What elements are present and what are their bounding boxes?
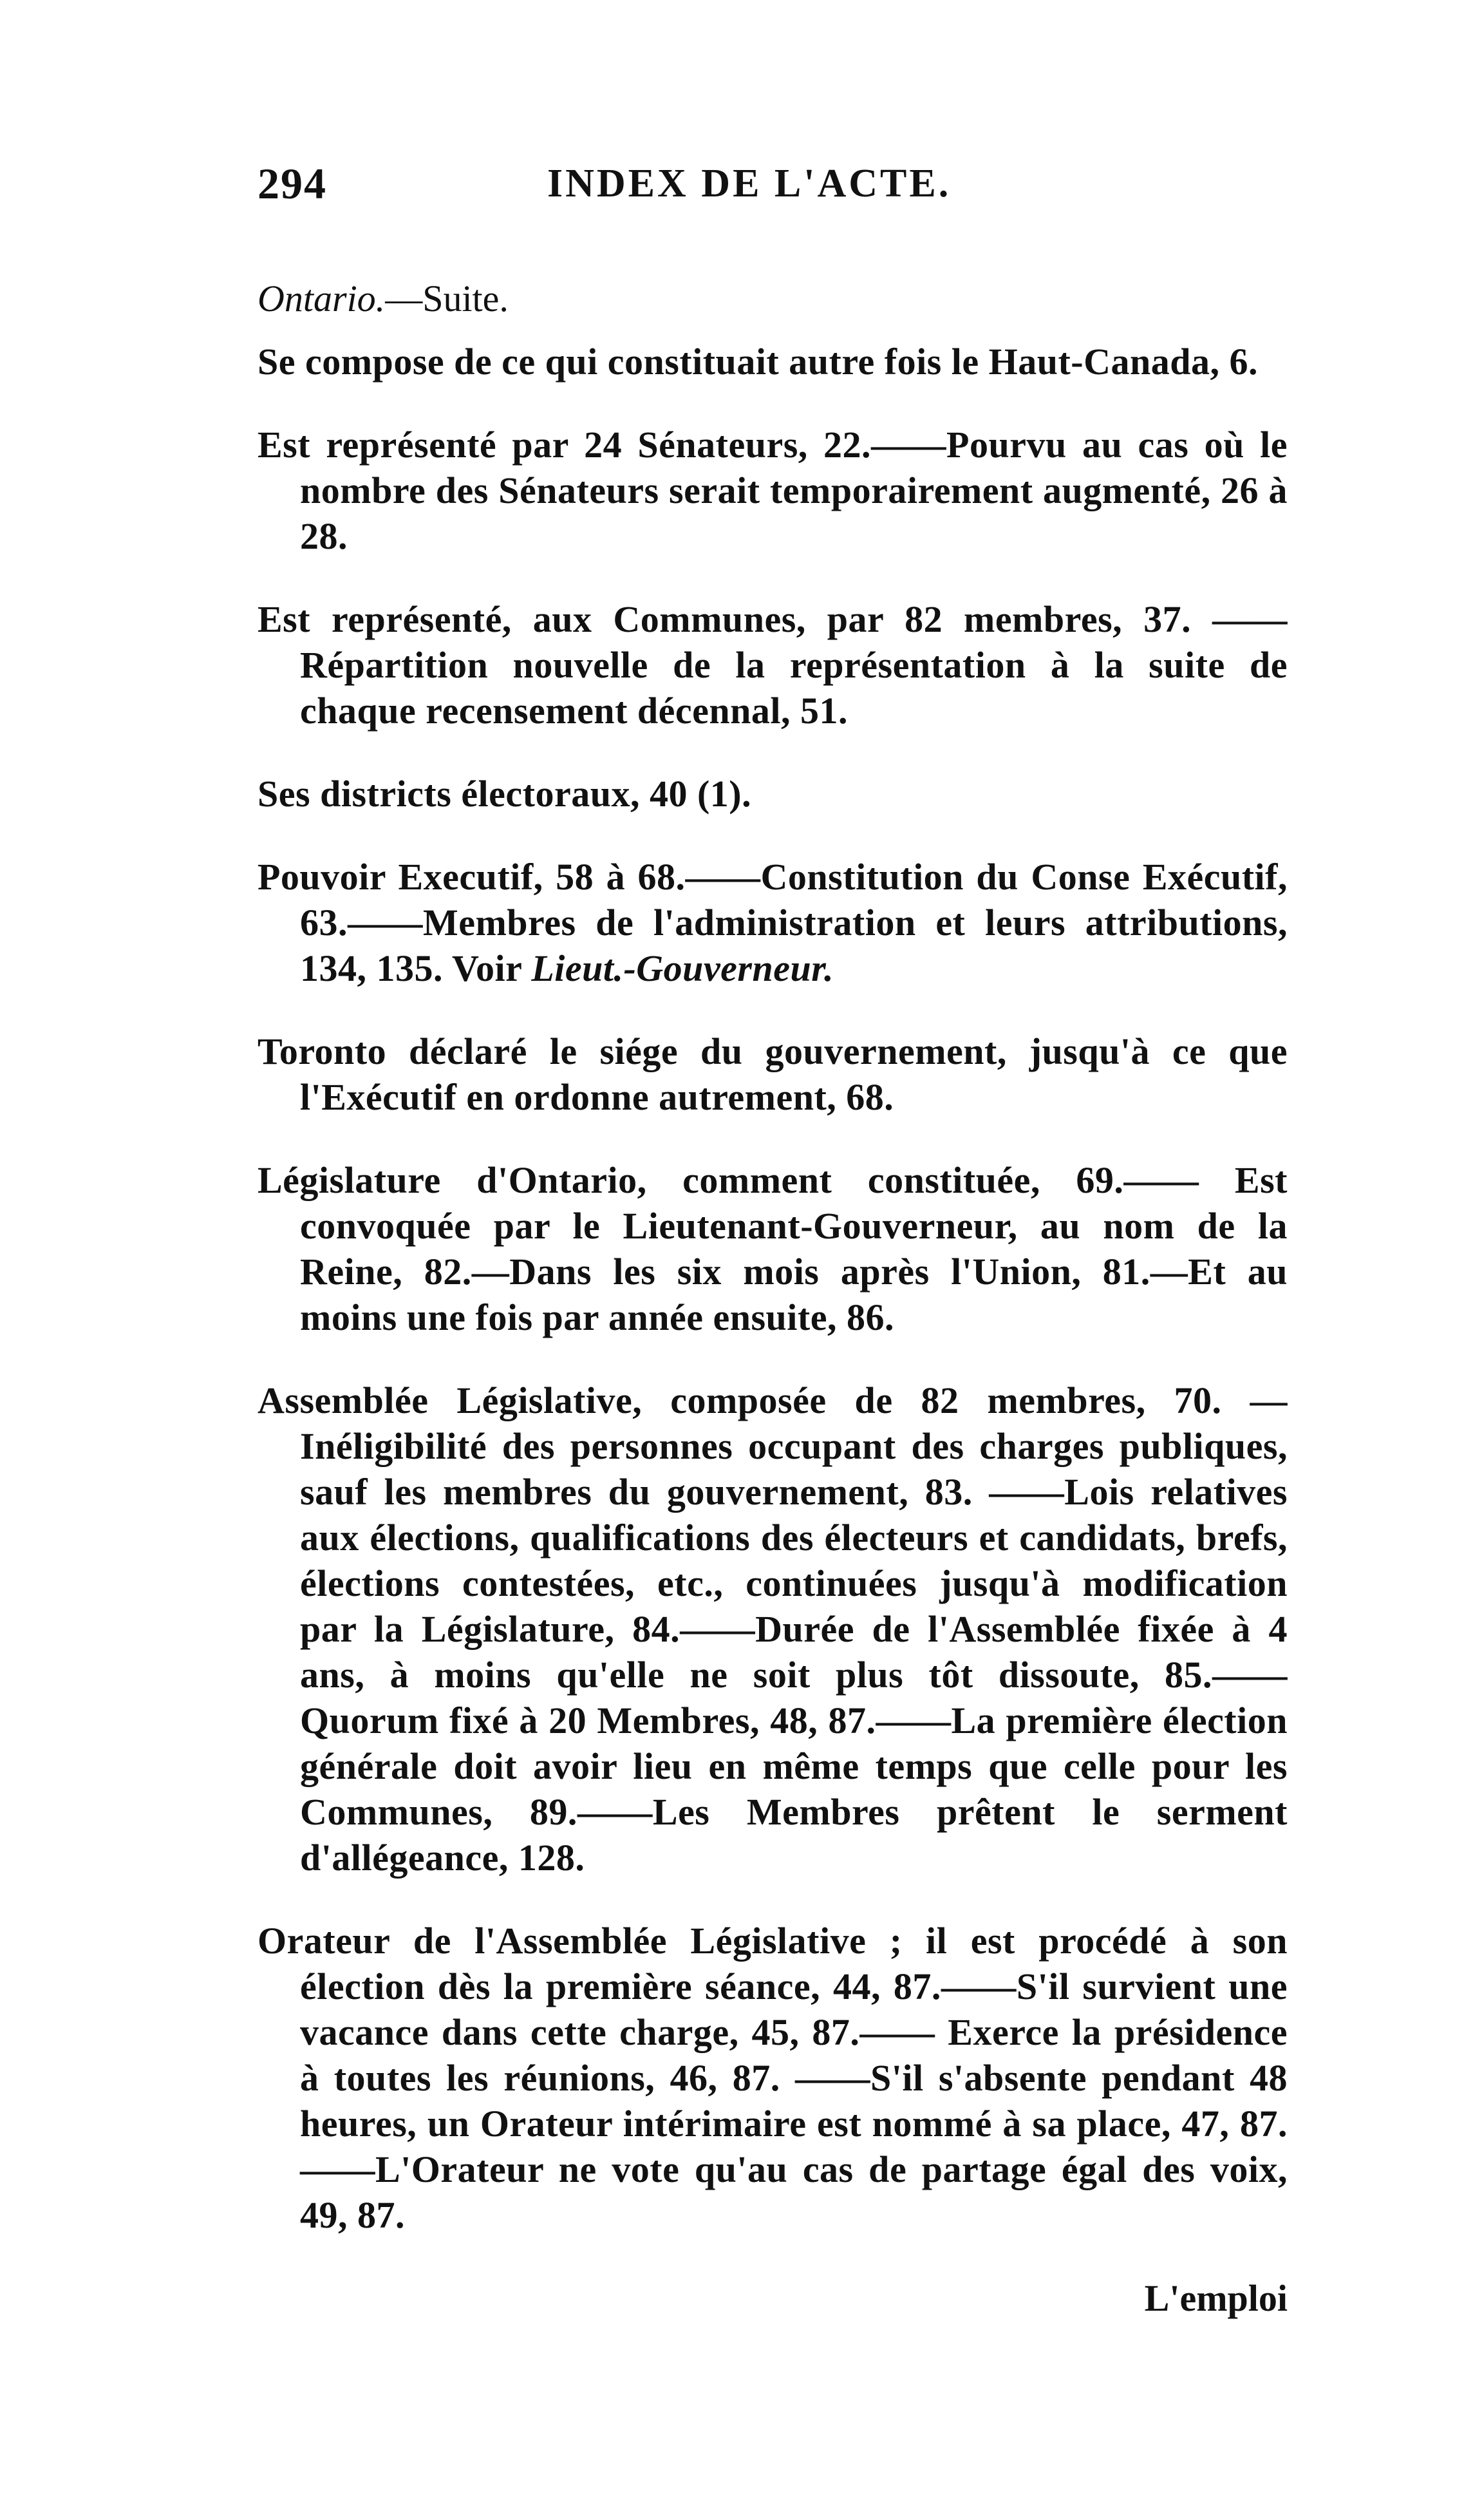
index-entry-legislature: Législature d'Ontario, comment constituée, 69.—— Est convoquée par le Lieutenant-Gouverneur, au nom de la Reine, 82.—Dans les six mois après l'Union, 81.—Et au moins une fois par année ensuite, 86. (258, 1159, 1288, 1338)
running-head (258, 161, 1288, 206)
index-entry-executive (258, 854, 1288, 991)
catchword: L'emploi (1144, 2277, 1288, 2319)
page-number: 294 (258, 159, 327, 208)
running-title: INDEX DE L'ACTE. (547, 162, 952, 205)
section-suffix: —Suite. (385, 278, 509, 319)
index-entry-composition: Se compose de ce qui constituait autre fois le Haut-Canada, 6. (258, 341, 1259, 383)
index-entry-toronto: Toronto déclaré le siége du gouvernement, jusqu'à ce que l'Exécutif en ordonne autrement, 68. (258, 1030, 1288, 1118)
section-name: Ontario. (258, 278, 386, 319)
index-entry-districts: Ses districts électoraux, 40 (1). (258, 773, 752, 815)
index-entry-assembly: Assemblée Législative, composée de 82 membres, 70. —Inéligibilité des personnes occupant des charges publiques, sauf les membres du gouvernement, 83. ——Lois relatives aux élections, qualifications des électeurs et candidats, brefs, élections contestées, etc., continuées jusqu'à modification par la Législature, 84.——Durée de l'Assemblée fixée à 4 ans, à moins qu'elle ne soit plus tôt dissoute, 85.—— Quorum fixé à 20 Membres, 48, 87.——La première élection générale doit avoir lieu en même temps que celle pour les Communes, 89.——Les Membres prêtent le serment d'allégeance, 128. (258, 1379, 1288, 1879)
executive-text: Pouvoir Executif, 58 à 68.——Constitution du Conse Exécutif, 63.——Membres de l'administration et leurs attributions, 134, 135. Voir (258, 856, 1288, 989)
index-entry-commons: Est représenté, aux Communes, par 82 membres, 37. ——Répartition nouvelle de la représentation à la suite de chaque recensement décennal, 51. (258, 598, 1288, 732)
index-entry-senators: Est représenté par 24 Sénateurs, 22.——Pourvu au cas où le nombre des Sénateurs serait temporairement augmenté, 26 à 28. (258, 424, 1288, 557)
section-heading (258, 276, 1288, 322)
index-page (258, 161, 1288, 2321)
cross-reference: Lieut.-Gouverneur. (531, 947, 834, 989)
index-entry-speaker: Orateur de l'Assemblée Législative ; il est procédé à son élection dès la première séance, 44, 87.——S'il survient une vacance dans cette charge, 45, 87.—— Exerce la présidence à toutes les réunions, 46, 87. ——S'il s'absente pendant 48 heures, un Orateur intérimaire est nommé à sa place, 47, 87.——L'Orateur ne vote qu'au cas de partage égal des voix, 49, 87. (258, 1920, 1288, 2236)
